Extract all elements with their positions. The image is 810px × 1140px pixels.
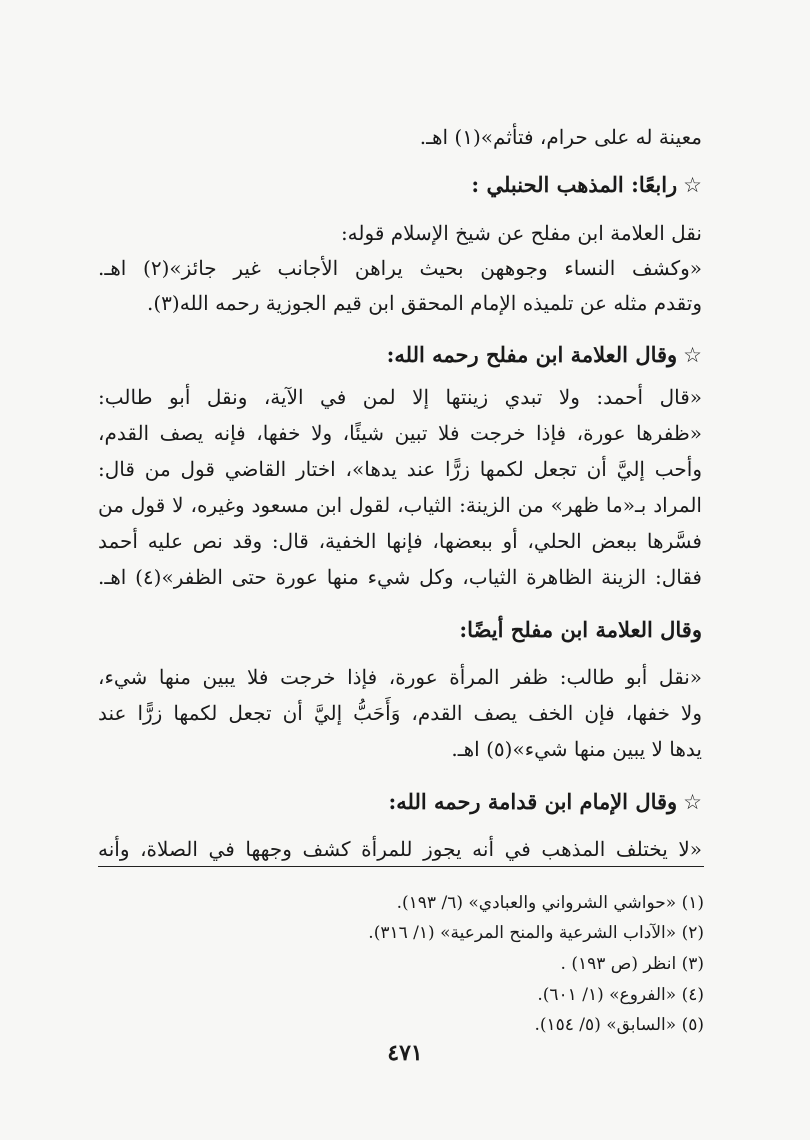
star-icon: ☆: [683, 173, 702, 197]
page-number: ٤٧١: [387, 1040, 423, 1066]
section-heading: وقال العلامة ابن مفلح أيضًا:: [459, 617, 702, 642]
text-line: «ظفرها عورة، فإذا خرجت فلا تبين شيئًا، ولا خفها، فإنه يصف القدم،: [98, 421, 702, 445]
text-line: فسَّرها ببعض الحلي، أو ببعضها، فإنها الخفية، قال: وقد نص عليه أحمد: [98, 529, 702, 553]
text-line: وتقدم مثله عن تلميذه الإمام المحقق ابن قيم الجوزية رحمه الله(٣).: [147, 291, 702, 315]
text-line: معينة له على حرام، فتأثم»(١) اهـ.: [419, 125, 702, 149]
footnote: (٣) انظر (ص ١٩٣) .: [560, 954, 704, 974]
star-icon: ☆: [683, 343, 702, 367]
section-heading: ☆وقال العلامة ابن مفلح رحمه الله:: [386, 342, 702, 367]
text-line: «لا يختلف المذهب في أنه يجوز للمرأة كشف وجهها في الصلاة، وأنه: [98, 837, 702, 861]
star-icon: ☆: [683, 790, 702, 814]
section-heading: ☆رابعًا: المذهب الحنبلي :: [471, 172, 702, 197]
text-line: يدها لا يبين منها شيء»(٥) اهـ.: [451, 737, 702, 761]
text-line: «نقل أبو طالب: ظفر المرأة عورة، فإذا خرجت فلا يبين منها شيء،: [98, 665, 702, 689]
text-line: «وكشف النساء وجوههن بحيث يراهن الأجانب غير جائز»(٢) اهـ.: [98, 256, 702, 280]
footnote: (٥) «السابق» (٥/ ١٥٤).: [534, 1015, 704, 1035]
footnote: (١) «حواشي الشرواني والعبادي» (٦/ ١٩٣).: [396, 893, 704, 913]
footnote: (٢) «الآداب الشرعية والمنح المرعية» (١/ ٣١٦).: [368, 923, 704, 943]
section-heading: ☆وقال الإمام ابن قدامة رحمه الله:: [388, 789, 702, 814]
text-line: «قال أحمد: ولا تبدي زينتها إلا لمن في الآية، ونقل أبو طالب:: [98, 385, 702, 409]
footnote: (٤) «الفروع» (١/ ٦٠١).: [537, 985, 704, 1005]
text-line: ولا خفها، فإن الخف يصف القدم، وَأَحَبُّ إليَّ أن تجعل لكمها زرًّا عند: [98, 701, 702, 725]
text-line: فقال: الزينة الظاهرة الثياب، وكل شيء منها عورة حتى الظفر»(٤) اهـ.: [98, 565, 702, 589]
text-line: المراد بـ«ما ظهر» من الزينة: الثياب، لقول ابن مسعود وغيره، لا قول من: [98, 493, 702, 517]
text-line: نقل العلامة ابن مفلح عن شيخ الإسلام قوله:: [340, 221, 702, 245]
footnote-divider: [98, 866, 704, 867]
text-line: وأحب إليَّ أن تجعل لكمها زرًّا عند يدها»، اختار القاضي قول من قال:: [98, 457, 702, 481]
